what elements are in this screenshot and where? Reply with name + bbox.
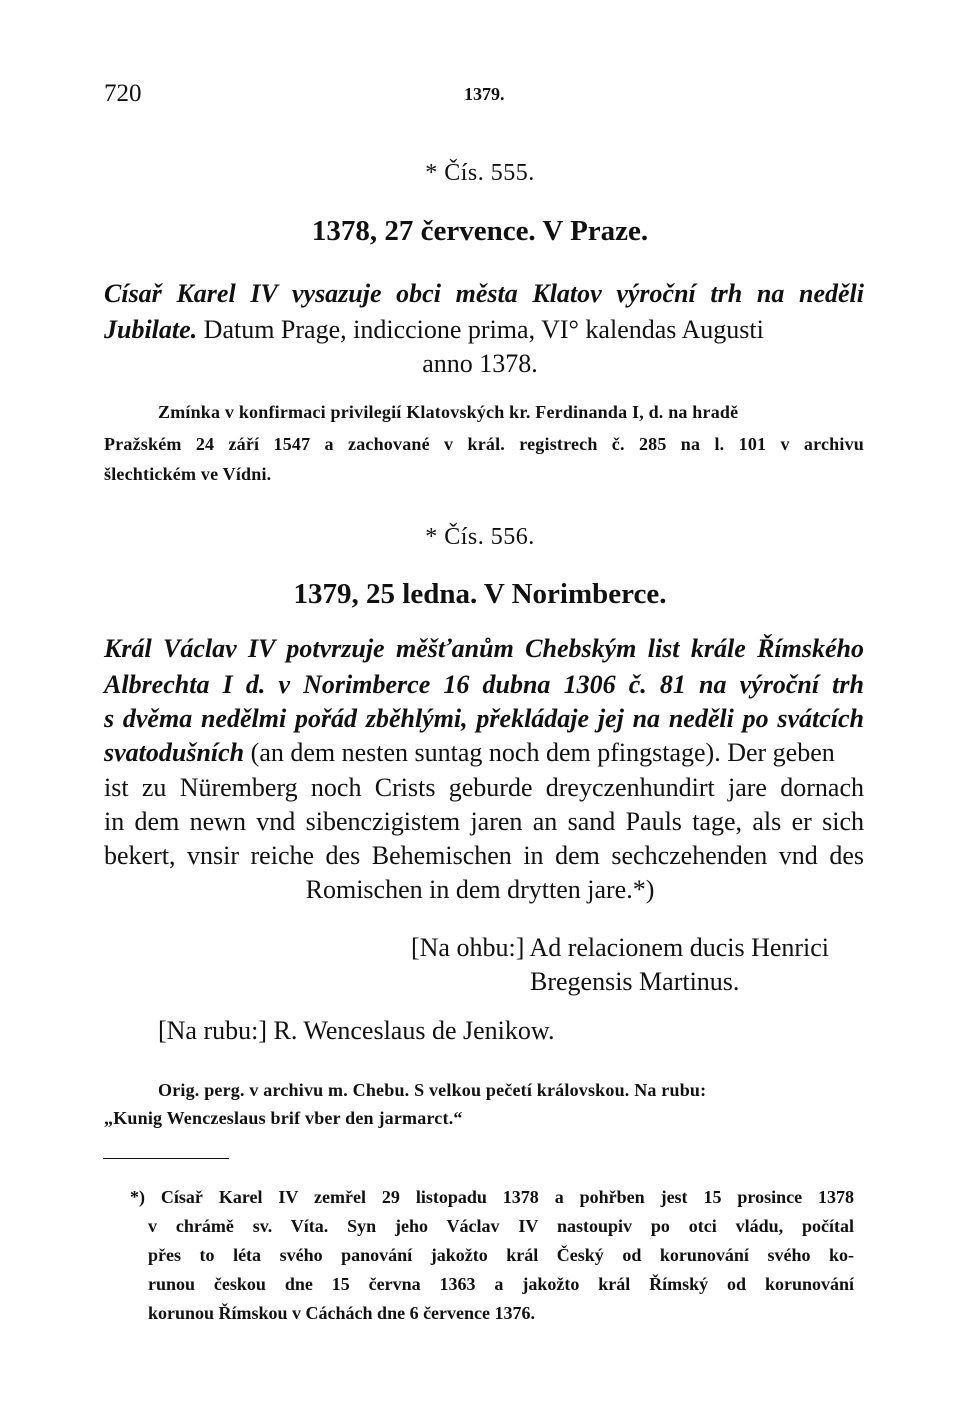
regest-556-line-1 bbox=[104, 631, 864, 667]
page-number: 720 bbox=[104, 80, 142, 107]
document-number-556: * Čís. 556. bbox=[425, 524, 535, 550]
regest-556-line-3-text: s dvěma nedělmi pořád zběhlými, překládaje jej na neděli po svátcích bbox=[104, 704, 864, 733]
note-555-line-1: Zmínka v konfirmaci privilegií Klatovských kr. Ferdinanda I, d. na hradě bbox=[158, 402, 739, 422]
running-header-year: 1379. bbox=[464, 84, 505, 104]
text-556-line-2: in dem newn vnd sibenczigistem jaren an sand Pauls tage, als er sich bbox=[104, 807, 864, 836]
regest-556-line-1-text: Král Václav IV potvrzuje měšťanům Chebským list krále Římského bbox=[104, 634, 864, 663]
footnote-line-5: korunou Římskou v Cáchách dne 6 července 1376. bbox=[148, 1303, 536, 1323]
endorsement-ohbu-line-1: [Na ohbu:] Ad relacionem ducis Henrici bbox=[411, 933, 830, 962]
document-date-556: 1379, 25 ledna. V Norimberce. bbox=[293, 578, 667, 610]
regest-555-line-2-italic: Jubilate. bbox=[104, 315, 198, 344]
text-556-line-1: ist zu Nüremberg noch Crists geburde dreyczenhundirt jare dornach bbox=[104, 773, 864, 802]
text-556-line-3: bekert, vnsir reiche des Behemischen in dem sechczehenden vnd des bbox=[104, 841, 864, 870]
text-556-line-4: Romischen in dem drytten jare.*) bbox=[305, 875, 655, 904]
regest-556-line-2 bbox=[104, 667, 864, 703]
endorsement-rubu: [Na rubu:] R. Wenceslaus de Jenikow. bbox=[158, 1016, 555, 1045]
endorsement-ohbu-line-2: Bregensis Martinus. bbox=[530, 967, 740, 996]
footnote-line-2: v chrámě sv. Víta. Syn jeho Václav IV nastoupiv po otci vládu, počítal bbox=[148, 1216, 854, 1236]
note-555-line-2: Pražském 24 září 1547 a zachované v král. registrech č. 285 na l. 101 v archivu bbox=[104, 434, 864, 454]
regest-556-line-4 bbox=[104, 735, 835, 771]
regest-556-line-4-italic: svatodušních bbox=[104, 738, 245, 767]
regest-555-line-3: anno 1378. bbox=[422, 349, 538, 378]
regest-555-line-2-text: Datum Prage, indiccione prima, VI° kalendas Augusti bbox=[197, 315, 764, 344]
note-556-line-1: Orig. perg. v archivu m. Chebu. S velkou pečetí královskou. Na rubu: bbox=[158, 1080, 707, 1100]
document-date-555: 1378, 27 července. V Praze. bbox=[311, 215, 649, 247]
regest-556-line-3 bbox=[104, 701, 864, 737]
footnote-line-1: *) Císař Karel IV zemřel 29 listopadu 1378 a pohřben jest 15 prosince 1378 bbox=[130, 1187, 854, 1207]
regest-556-line-2-text: Albrechta I d. v Norimberce 16 dubna 1306 č. 81 na výroční trh bbox=[104, 670, 864, 699]
footnote-divider bbox=[103, 1158, 229, 1159]
regest-555-line-2 bbox=[104, 312, 764, 348]
footnote-line-3: přes to léta svého panování jakožto král Český od korunování svého ko- bbox=[148, 1245, 854, 1265]
footnote-line-4: runou českou dne 15 června 1363 a jakožto král Římský od korunování bbox=[148, 1274, 854, 1294]
document-number-555: * Čís. 555. bbox=[425, 160, 535, 186]
note-556-line-2: „Kunig Wenczeslaus brif vber den jarmarct.“ bbox=[104, 1108, 463, 1128]
regest-556-line-4-text: (an dem nesten suntag noch dem pfingstage). Der geben bbox=[244, 738, 835, 767]
regest-555-line-1 bbox=[104, 276, 864, 312]
regest-555-line-1-text: Císař Karel IV vysazuje obci města Klatov výroční trh na neděli bbox=[104, 279, 864, 308]
note-555-line-3: šlechtickém ve Vídni. bbox=[104, 464, 272, 484]
